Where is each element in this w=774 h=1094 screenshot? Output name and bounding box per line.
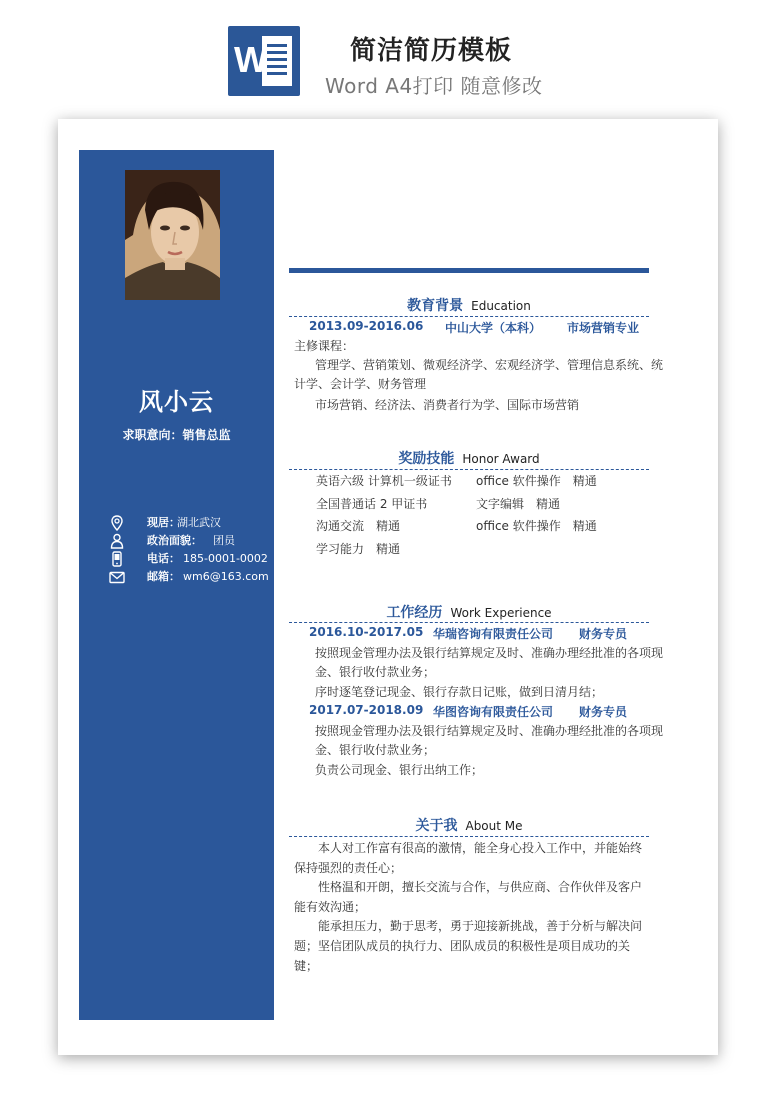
mail-icon <box>109 569 125 585</box>
job-intent: 求职意向：销售总监 <box>122 428 231 442</box>
info-phone: 电话： 185-0001-0002 <box>109 550 274 568</box>
work-duty-line: 按照现金管理办法及银行结算规定及时、准确办理经批准的各项现 <box>315 724 664 738</box>
section-title-education: 教育背景 Education <box>407 298 531 314</box>
about-paragraph: 能承担压力，勤于思考，勇于迎接新挑战，善于分析与解决问题； <box>294 919 643 953</box>
section-divider <box>289 469 649 470</box>
work-row: 2017.07-2018.09 华图咨询有限责任公司 财务专员 <box>309 703 628 719</box>
section-title-about: 关于我 About Me <box>415 818 523 834</box>
location-icon <box>109 515 125 531</box>
template-banner <box>0 0 774 110</box>
work-row: 2016.10-2017.05 华瑞咨询有限责任公司 财务专员 <box>309 625 628 641</box>
banner-subtitle: Word A4打印 随意修改 <box>325 74 543 98</box>
header-accent-bar <box>289 268 649 273</box>
info-email: 邮箱： wm6@163.com <box>109 568 274 586</box>
skill-item: 英语六级 计算机一级证书 <box>316 474 452 488</box>
work-duty-line: 按照现金管理办法及银行结算规定及时、准确办理经批准的各项现 <box>315 646 664 660</box>
word-logo-icon: W <box>228 26 300 96</box>
work-duty-line: 序时逐笔登记现金、银行存款日记账，做到日清月结； <box>315 685 604 699</box>
skill-item: 沟通交流 精通 <box>316 519 401 533</box>
work-duty-line: 负责公司现金、银行出纳工作； <box>315 763 484 777</box>
section-divider <box>289 622 649 623</box>
courses-line: 管理学、营销策划、微观经济学、宏观经济学、管理信息系统、统 <box>315 358 664 372</box>
education-row: 2013.09-2016.06 中山大学（本科） 市场营销专业 <box>309 319 640 335</box>
person-icon <box>109 533 125 549</box>
about-paragraph: 坚信团队成员的执行力、团队成员的积极性是项目成功的关键； <box>294 939 631 973</box>
skill-item: 学习能力 精通 <box>316 542 401 556</box>
courses-label: 主修课程： <box>294 339 355 353</box>
skill-item: office 软件操作 精通 <box>476 474 597 488</box>
work-duty-line: 金、银行收付款业务； <box>315 665 436 679</box>
info-location: 现居： 湖北武汉 <box>109 514 274 532</box>
banner-title: 简洁简历模板 <box>350 36 513 66</box>
section-divider <box>289 316 649 317</box>
skill-item: office 软件操作 精通 <box>476 519 597 533</box>
phone-icon <box>109 551 125 567</box>
work-duty-line: 金、银行收付款业务； <box>315 743 436 757</box>
section-title-work: 工作经历 Work Experience <box>386 605 552 621</box>
about-paragraph: 性格温和开朗，擅长交流与合作，与供应商、合作伙伴及客户能有效沟通； <box>294 880 643 914</box>
section-divider <box>289 836 649 837</box>
courses-line: 市场营销、经济法、消费者行为学、国际市场营销 <box>315 398 580 412</box>
about-paragraph: 本人对工作富有很高的激情，能全身心投入工作中，并能始终保持强烈的责任心； <box>294 841 643 875</box>
skill-item: 全国普通话 2 甲证书 <box>316 497 428 511</box>
skill-item: 文字编辑 精通 <box>476 497 561 511</box>
resume-page <box>58 119 718 1055</box>
info-political-status: 政治面貌： 团员 <box>109 532 274 550</box>
section-title-awards: 奖励技能 Honor Award <box>398 451 540 467</box>
profile-photo <box>125 170 220 300</box>
courses-line: 计学、会计学、财务管理 <box>294 377 427 391</box>
applicant-name: 风小云 <box>139 388 214 416</box>
profile-sidebar <box>79 150 274 1020</box>
